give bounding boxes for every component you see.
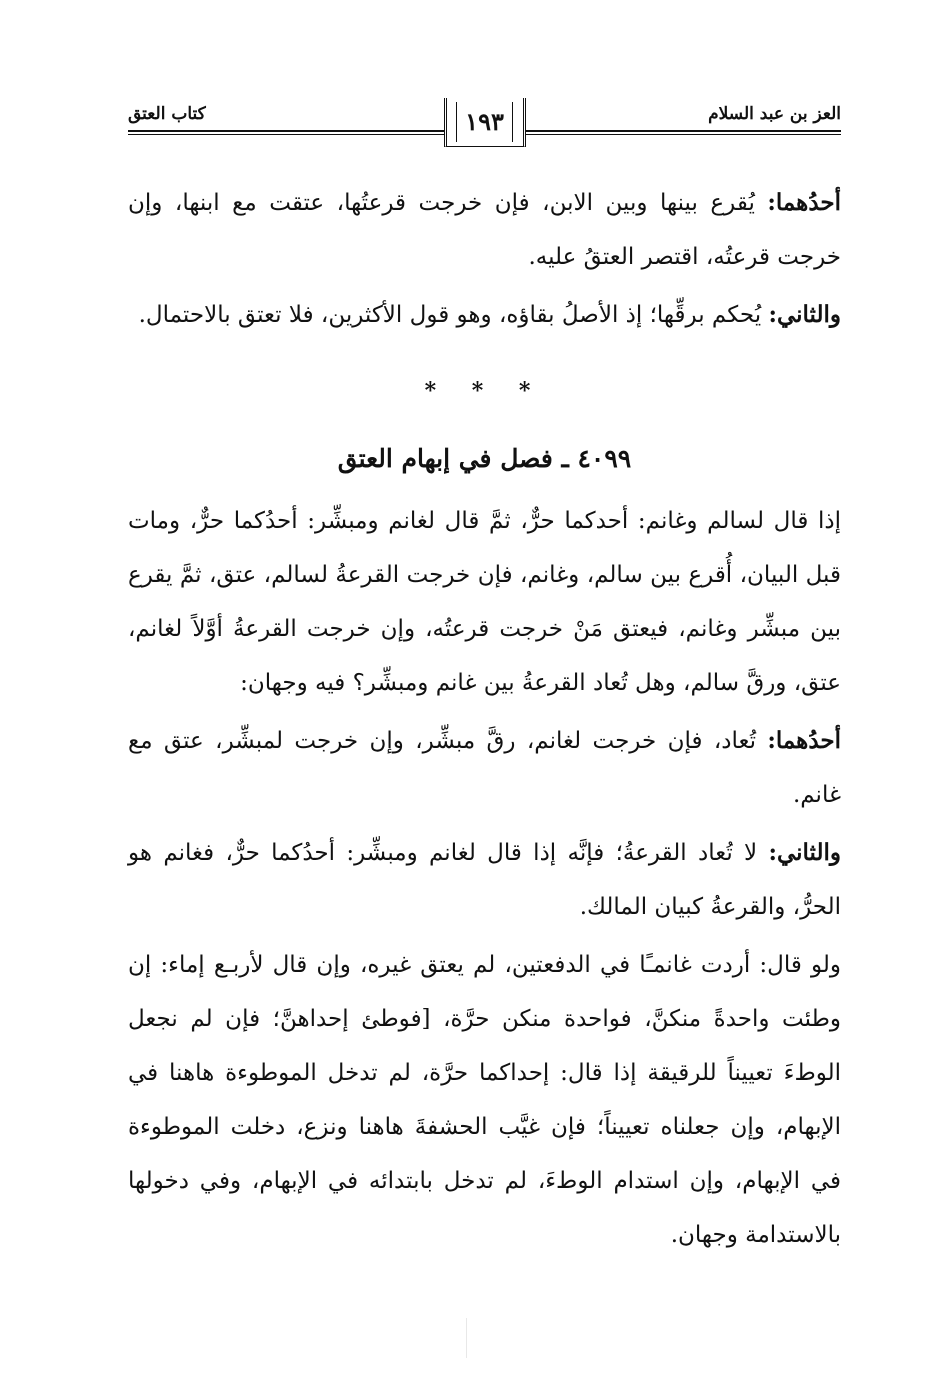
paragraph-lead: والثاني: (768, 839, 841, 866)
main-text (128, 176, 841, 1266)
section-separator: * * * (424, 378, 545, 404)
paragraph-lead: والثاني: (768, 301, 841, 328)
page-number: ١٩٣ (456, 102, 513, 142)
paragraph (128, 826, 841, 934)
paragraph (128, 288, 841, 342)
paragraph-text: يُحكم برقِّها؛ إذ الأصلُ بقاؤه، وهو قول الأكثرين، فلا تعتق بالاحتمال. (138, 302, 769, 328)
paragraph (128, 938, 841, 1262)
fold-line (466, 1318, 467, 1358)
paragraph-text: تُعاد، فإن خرجت لغانم، رقَّ مبشِّر، وإن خرجت لمبشِّر، عتق مع غانم. (128, 728, 841, 808)
paragraph-text: إذا قال لسالم وغانم: أحدكما حرٌّ، ثمَّ قال لغانم ومبشِّر: أحدُكما حرٌّ، ومات قبل البيان، أُقرع بين سالم، وغانم، فإن خرجت القرعةُ لسالم، عتق، ثمَّ يقرع بين مبشِّر وغانم، فيعتق مَنْ خرجت قرعتُه، وإن خرجت القرعةُ أوَّلاً لغانم، عتق، ورقَّ سالم، وهل تُعاد القرعةُ بين غانم ومبشِّر؟ فيه وجهان: (128, 508, 841, 696)
header-book-title: كتاب العتق (128, 104, 206, 124)
paragraph (128, 714, 841, 822)
paragraph (128, 176, 841, 284)
paragraph (128, 494, 841, 710)
header-author: العز بن عبد السلام (708, 104, 841, 124)
page-number-frame (444, 98, 526, 147)
paragraph-text: لا تُعاد القرعةُ؛ فإنَّه إذا قال لغانم ومبشِّر: أحدُكما حرٌّ، فغانم هو الحرُّ، والقرعةُ كبيان المالك. (128, 840, 841, 920)
section-heading: ٤٠٩٩ ـ فصل في إبهام العتق (337, 444, 632, 473)
paragraph-lead: أحدُهما: (767, 189, 841, 216)
paragraph-text: ولو قال: أردت غانمـًا في الدفعتين، لم يعتق غيره، وإن قال لأربـع إماء: إن وطئت واحدةً منكنَّ، فواحدة منكن حرَّة، [فوطئ إحداهنَّ؛ فإن لم نجعل الوطءَ تعييناً للرقيقة إذا قال: إحداكما حرَّة، لم تدخل الموطوءة هاهنا في الإبهام، وإن جعلناه تعييناً؛ فإن غيَّب الحشفةَ هاهنا ونزع، دخلت الموطوءة في الإبهام، وإن استدام الوطءَ، لم تدخل بابتدائه في الإبهام، وفي دخولها بالاستدامة وجهان. (128, 952, 841, 1248)
running-header (128, 96, 841, 154)
paragraph-lead: أحدُهما: (767, 727, 841, 754)
paragraph-text: يُقرع بينها وبين الابن، فإن خرجت قرعتُها، عتقت مع ابنها، وإن خرجت قرعتُه، اقتصر العتقُ عليه. (128, 190, 841, 270)
